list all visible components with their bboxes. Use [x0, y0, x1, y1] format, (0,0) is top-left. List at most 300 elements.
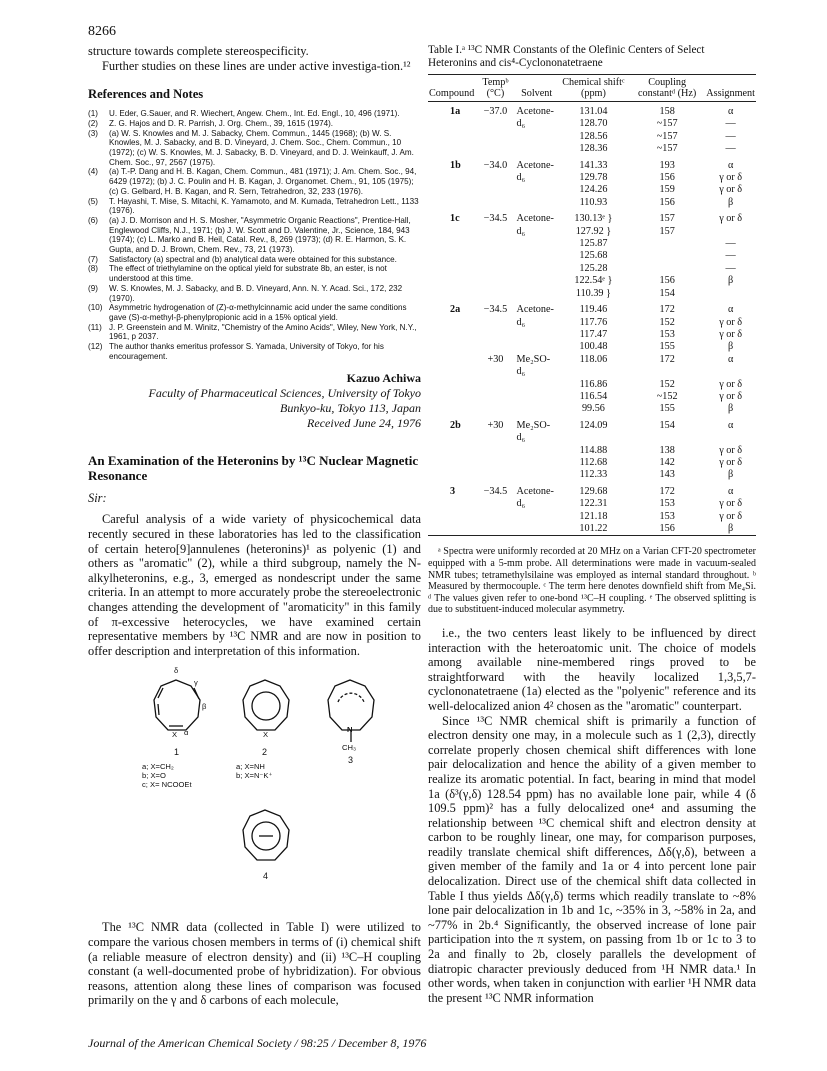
solvent-cell: [516, 275, 558, 287]
shift-cell: 112.33: [579, 469, 608, 481]
table-row: [428, 209, 756, 225]
col-shift: Chemical shiftᶜ (ppm): [558, 75, 629, 102]
reference-number: (5): [88, 196, 98, 206]
right-body-paragraph-2: Since ¹³C NMR chemical shift is primarily a function of electron density one may, in a molecule such as 1 (2,3), directly correlate properly chosen chemical shift differences with lone pair delocalization and hence the ability of a given member to realize its aromatic potential. In fact, bearing in mind that model 1a (δ³(γ,δ) 128.54 ppm) has no available lone pair, while 4 (δ 109.5 ppm)² has a fully delocalized one⁴ and assuming the relationship between ¹³C chemical shift and electron density at carbon to be roughly linear, one may, for comparison purposes, readily translate chemical shift differences, Δδ(γ,δ), between a given member of the family and 1a or 4 into percent lone pair delocalization. Direct use of the chemical shift data collected in Table I thus yields Δδ(γ,δ) terms which readily translate to ~8% lone pair delocalization in 1b and 1c, ~35% in 3, ~58% in 2a, and ~77% in 2b.⁴ Significantly, the observed increase of lone pair participation into the π system, on passing from 1b or 1c to 3 to 2a and finally to 2b, closely parallels the development of diatropic character previously deduced from ¹H NMR data.¹ In other words, when taken in conjunction with earlier ¹H NMR data the present ¹³C NMR information: [428, 713, 756, 1005]
shift-cell: 128.56: [579, 130, 608, 142]
intro-paragraph-1: structure towards complete stereospecificity.: [88, 44, 309, 58]
table-row: [428, 457, 756, 469]
shift-cell: 110.93: [579, 196, 608, 208]
assignment-cell: β: [728, 341, 734, 353]
shift-cell: 129.68: [579, 485, 608, 497]
structure-3-number: 3: [348, 755, 354, 766]
temp-cell: [475, 275, 515, 287]
structure-1-variant-b: b; X=O: [142, 771, 166, 781]
body-paragraph-1: Careful analysis of a wide variety of physicochemical data recently secured in these laboratories has led to the classification of certain hetero[9]annulenes (heteronins)¹ as polyenic (1) and others as "aromatic" (2), while a third subgroup, namely the N-alkylheteronins, e.g., 3, emerged as nondescript under the same criteria. In an attempt to more accurately probe the stereoelectronic changes attending the development of "aromaticity" in this family of π-excessive heterocycles, we have examined certain representative members by ¹³C NMR and are now in position to offer description and interpretation of this information.: [88, 512, 422, 658]
assignment-cell: γ or δ: [719, 378, 743, 390]
solvent-cell: d₆: [516, 498, 526, 510]
solvent-cell: [516, 403, 558, 415]
temp-cell: [475, 250, 515, 262]
coupling-cell: ~152: [656, 390, 678, 402]
alpha-label: α: [184, 728, 189, 738]
reference-text: W. S. Knowles, M. J. Sabacky, and B. D. Vineyard, Ann. N. Y. Acad. Sci., 172, 232 (1970).: [109, 283, 403, 303]
references-heading: References and Notes: [88, 87, 204, 102]
chemical-structures-figure: [88, 662, 421, 914]
compound-cell: 2a: [450, 304, 461, 316]
assignment-cell: β: [728, 196, 734, 208]
assignment-cell: γ or δ: [719, 456, 743, 468]
coupling-cell: ~157: [656, 130, 678, 142]
structure-2-variant-b: b; X=N⁻K⁺: [236, 771, 273, 781]
shift-cell: 125.68: [579, 250, 608, 262]
compound-cell: [428, 523, 475, 536]
compound-cell: [428, 263, 475, 275]
assignment-cell: β: [728, 523, 734, 534]
table-row: [428, 102, 756, 119]
table-row: [428, 184, 756, 196]
shift-cell: 124.26: [579, 184, 608, 196]
solvent-cell: d₆: [516, 225, 526, 237]
solvent-cell: d₆: [516, 118, 526, 130]
compound-cell: [428, 354, 475, 379]
structure-1-ring: [154, 680, 200, 730]
shift-cell: 99.56: [581, 403, 605, 415]
reference-number: (12): [88, 342, 103, 352]
solvent-cell: [516, 469, 558, 481]
shift-cell: 101.22: [579, 523, 608, 534]
reference-item: [88, 284, 421, 303]
compound-cell: [428, 403, 475, 415]
solvent-cell: [516, 341, 558, 353]
table-row: [428, 172, 756, 184]
solvent-cell: d₆: [516, 172, 526, 184]
coupling-cell: [629, 263, 705, 275]
reference-item: [88, 167, 421, 196]
compound-cell: [428, 469, 475, 481]
structures-svg: [88, 662, 421, 914]
table-row: [428, 197, 756, 209]
shift-cell: 122.54ᵉ }: [574, 275, 613, 287]
compound-cell: [428, 131, 475, 143]
table-row: [428, 416, 756, 445]
beta-label: β: [202, 702, 207, 712]
compound-cell: [428, 288, 475, 300]
shift-cell: 127.92 }: [575, 225, 612, 237]
table-row: [428, 263, 756, 275]
reference-text: (a) W. S. Knowles and M. J. Sabacky, Chem. Commun., 1445 (1968); (b) W. S. Knowles, M. J. Sabacky, and B. D. Vineyard, J. Chem. Soc., Chem. Commun., 10 (1972); (c) W. S. Knowles, M. J. Sabacky, B. D. Vineyard, and D. J. Weinkauff, J. Am. Chem. Soc., 97, 2567 (1975).: [109, 128, 414, 167]
temp-cell: −34.5: [483, 213, 508, 225]
temp-cell: −34.5: [483, 304, 508, 316]
table-row: [428, 317, 756, 329]
assignment-cell: α: [727, 485, 734, 497]
coupling-cell: 172: [659, 485, 675, 497]
compound-cell: [428, 197, 475, 209]
journal-footer: Journal of the American Chemical Society / 98:25 / December 8, 1976: [88, 1036, 427, 1050]
coupling-cell: 193: [659, 159, 675, 171]
solvent-cell: [516, 131, 558, 143]
solvent-cell: [516, 511, 558, 523]
compound-cell: [428, 498, 475, 510]
temp-cell: [475, 469, 515, 481]
col-assignment: Assignment: [705, 75, 756, 102]
coupling-cell: 152: [659, 316, 675, 328]
solvent-cell: Me₂SO-d₆: [516, 419, 551, 444]
reference-item: [88, 197, 421, 216]
solvent-cell: [516, 391, 558, 403]
compound-cell: [428, 118, 475, 130]
compound-cell: [428, 379, 475, 391]
reference-number: (1): [88, 109, 98, 119]
coupling-cell: 153: [659, 328, 675, 340]
intro-paragraph-2: Further studies on these lines are under active investiga-tion.¹²: [102, 58, 411, 73]
temp-cell: [475, 329, 515, 341]
table-footnote: ᵃ Spectra were uniformly recorded at 20 MHz on a Varian CFT-20 spectrometer equipped with a 5-mm probe. All determinations were made in vacuum-sealed NMR tubes; tetramethylsilaine was employed as internal standard throughout. ᵇ Measured by thermocouple. ᶜ The term here denotes downfield shift from Me₄Si. ᵈ The values given refer to one-bond ¹³C–H coupling. ᵉ The observed splitting is due to substituent-induced molecular asymmetry.: [428, 546, 756, 616]
solvent-cell: [516, 457, 558, 469]
temp-cell: +30: [487, 419, 504, 431]
reference-number: (4): [88, 167, 98, 177]
temp-cell: [475, 341, 515, 353]
author-name: Kazuo Achiwa: [346, 371, 421, 386]
shift-cell: 121.18: [579, 510, 608, 522]
col-coupling: Coupling constantᵈ (Hz): [629, 75, 705, 102]
assignment-cell: —: [725, 250, 736, 262]
coupling-cell: 172: [659, 353, 675, 365]
assignment-cell: α: [727, 353, 734, 365]
assignment-cell: α: [727, 419, 734, 431]
assignment-cell: —: [725, 238, 736, 250]
coupling-cell: 156: [659, 275, 675, 287]
col-solvent: Solvent: [516, 75, 558, 102]
solvent-cell: [516, 263, 558, 275]
compound-cell: [428, 172, 475, 184]
reference-number: (10): [88, 303, 103, 313]
table-row: [428, 498, 756, 510]
reference-number: (11): [88, 322, 102, 332]
temp-cell: [475, 511, 515, 523]
shift-cell: 124.09: [579, 419, 608, 431]
reference-item: [88, 303, 421, 322]
reference-number: (8): [88, 264, 98, 274]
page-number: 8266: [88, 24, 116, 39]
reference-text: (a) T.-P. Dang and H. B. Kagan, Chem. Commun., 481 (1971); J. Am. Chem. Soc., 94, 6429 (1972); (b) J. C. Poulin and H. B. Kagan, J. Organomet. Chem., 91, 105 (1975); (c) G. Gelbard, H. B. Kagan, and R. Sern, Tetrahedron, 32, 233 (1976).: [109, 167, 417, 196]
references-list: [88, 109, 421, 361]
shift-cell: 100.48: [579, 341, 608, 353]
solvent-cell: Acetone-: [516, 304, 554, 316]
temp-cell: [475, 184, 515, 196]
coupling-cell: 143: [659, 469, 675, 481]
reference-number: (7): [88, 254, 98, 264]
reference-number: (3): [88, 128, 98, 138]
assignment-cell: γ or δ: [719, 172, 743, 184]
compound-cell: [428, 143, 475, 155]
structure-1-variant-c: c; X= NCOOEt: [142, 780, 192, 790]
solvent-cell: Acetone-: [516, 485, 554, 497]
structure-2-ring: [243, 680, 289, 730]
table-row: [428, 156, 756, 172]
temp-cell: [475, 172, 515, 184]
compound-cell: [428, 238, 475, 250]
reference-text: U. Eder, G.Sauer, and R. Wiechert, Angew. Chem., Int. Ed. Engl., 10, 496 (1971).: [109, 109, 400, 119]
temp-cell: [475, 288, 515, 300]
coupling-cell: 138: [659, 444, 675, 456]
temp-cell: [475, 445, 515, 457]
shift-cell: 117.47: [579, 328, 608, 340]
temp-cell: −34.5: [483, 485, 508, 497]
reference-number: (9): [88, 283, 98, 293]
reference-text: (a) J. D. Morrison and H. S. Mosher, "Asymmetric Organic Reactions", Prentice-Hall, Englewood Cliffs, N.J., 1971; (b) J. W. Scott and D. Valentine, Jr., Science, 184, 943 (1974); (c) L. Marko and B. Heil, Catal. Rev., 8, 269 (1973); (d) R. E. Harmon, S. K. Gupta, and D. J. Brown, Chem. Rev., 73, 21 (1973).: [109, 215, 411, 255]
temp-cell: −37.0: [483, 106, 508, 117]
solvent-cell: [516, 329, 558, 341]
temp-cell: +30: [487, 353, 504, 365]
table-row: [428, 523, 756, 536]
shift-cell: 116.54: [579, 390, 608, 402]
coupling-cell: ~157: [656, 118, 678, 130]
temp-cell: [475, 317, 515, 329]
coupling-cell: 157: [659, 225, 675, 237]
shift-cell: 119.46: [579, 304, 608, 316]
compound-cell: [428, 445, 475, 457]
coupling-cell: 156: [659, 523, 675, 534]
shift-cell: 125.87: [579, 238, 608, 250]
assignment-cell: —: [725, 130, 736, 142]
assignment-cell: β: [728, 469, 734, 481]
temp-cell: [475, 523, 515, 536]
reference-item: [88, 129, 421, 168]
reference-text: Satisfactory (a) spectral and (b) analytical data were obtained for this substance.: [109, 254, 397, 264]
compound-cell: [428, 391, 475, 403]
table-row: [428, 226, 756, 238]
shift-cell: 130.13ᵉ }: [574, 213, 613, 225]
assignment-cell: γ or δ: [719, 498, 743, 510]
temp-cell: [475, 403, 515, 415]
assignment-cell: —: [725, 143, 736, 155]
shift-cell: 141.33: [579, 159, 608, 171]
assignment-cell: γ or δ: [719, 328, 743, 340]
assignment-cell: γ or δ: [719, 510, 743, 522]
affiliation-line-2: Bunkyo-ku, Tokyo 113, Japan: [280, 401, 421, 416]
assignment-cell: β: [728, 403, 734, 415]
coupling-cell: [629, 250, 705, 262]
compound-cell: [428, 226, 475, 238]
temp-cell: [475, 498, 515, 510]
reference-text: Z. G. Hajos and D. R. Parrish, J. Org. Chem., 39, 1615 (1974).: [109, 118, 334, 128]
temp-cell: [475, 143, 515, 155]
table-row: [428, 391, 756, 403]
solvent-cell: Acetone-: [516, 159, 554, 171]
table-row: [428, 131, 756, 143]
solvent-cell: Acetone-: [516, 106, 554, 117]
received-date: Received June 24, 1976: [307, 416, 421, 431]
reference-item: [88, 216, 421, 255]
solvent-cell: d₆: [516, 316, 526, 328]
compound-cell: 2b: [450, 419, 461, 431]
assignment-cell: α: [727, 159, 734, 171]
table-row: [428, 288, 756, 300]
structure-2-variant-a: a; X=NH: [236, 762, 265, 772]
solvent-cell: [516, 250, 558, 262]
compound-cell: [428, 250, 475, 262]
article-title: An Examination of the Heteronins by ¹³C Nuclear Magnetic Resonance: [88, 453, 419, 484]
coupling-cell: 153: [659, 498, 675, 510]
coupling-cell: 155: [659, 403, 675, 415]
body-paragraph-2: The ¹³C NMR data (collected in Table I) were utilized to compare the various chosen members in terms of (i) chemical shift (a reliable measure of electron density) and (ii) ¹³C–H coupling constant (a well-documented probe of hybridization). For obvious reasons, attention along these lines of comparison was focused primarily on the γ and δ carbons of each molecule,: [88, 920, 421, 1008]
assignment-cell: [705, 288, 756, 300]
shift-cell: 112.68: [579, 456, 608, 468]
solvent-cell: [516, 379, 558, 391]
assignment-cell: β: [728, 275, 734, 287]
temp-cell: [475, 226, 515, 238]
coupling-cell: 153: [659, 510, 675, 522]
signature-block: [88, 371, 421, 431]
right-column: [428, 44, 756, 1005]
coupling-cell: 142: [659, 456, 675, 468]
assignment-cell: γ or δ: [719, 213, 743, 225]
structure-1-variant-a: a; X=CH₂: [142, 762, 174, 772]
assignment-cell: —: [725, 262, 736, 274]
coupling-cell: [629, 238, 705, 250]
compound-cell: [428, 341, 475, 353]
reference-text: The effect of triethylamine on the optical yield for substrate 8b, an ester, is not understood at this time.: [109, 264, 387, 284]
reference-text: T. Hayashi, T. Mise, S. Mitachi, K. Yamamoto, and M. Kumada, Tetrahedron Lett., 1133 (1976).: [109, 196, 419, 216]
shift-cell: 122.31: [579, 498, 608, 510]
shift-cell: 110.39 }: [575, 287, 611, 299]
coupling-cell: 172: [659, 304, 675, 316]
solvent-cell: [516, 288, 558, 300]
coupling-cell: 159: [659, 184, 675, 196]
table-row: [428, 341, 756, 353]
shift-cell: 116.86: [579, 378, 608, 390]
affiliation-line-1: Faculty of Pharmaceutical Sciences, University of Tokyo: [148, 386, 421, 401]
x-label-1: X: [172, 730, 178, 740]
table-row: [428, 354, 756, 379]
solvent-cell: [516, 184, 558, 196]
table-row: [428, 329, 756, 341]
table-row: [428, 238, 756, 250]
left-column: [88, 44, 421, 1008]
delta-label: δ: [174, 666, 179, 676]
shift-cell: 117.76: [579, 316, 608, 328]
solvent-cell: [516, 143, 558, 155]
table-row: [428, 118, 756, 130]
compound-cell: 3: [450, 485, 456, 497]
coupling-cell: 152: [659, 378, 675, 390]
temp-cell: [475, 263, 515, 275]
shift-cell: 118.06: [579, 353, 608, 365]
reference-item: [88, 264, 421, 283]
temp-cell: [475, 131, 515, 143]
temp-cell: [475, 197, 515, 209]
structure-4-number: 4: [263, 871, 269, 882]
reference-number: (6): [88, 215, 98, 225]
table-row: [428, 379, 756, 391]
table-row: [428, 143, 756, 155]
compound-cell: [428, 275, 475, 287]
reference-item: [88, 342, 421, 361]
reference-item: [88, 323, 421, 342]
reference-text: Asymmetric hydrogenation of (Z)-α-methylcinnamic acid under the same conditions gave (S)-α-methyl-β-phenylpropionic acid in a 15% optical yield.: [109, 303, 407, 322]
compound-cell: [428, 329, 475, 341]
compound-cell: 1a: [450, 106, 461, 117]
coupling-cell: 158: [659, 106, 675, 117]
table-row: [428, 300, 756, 316]
temp-cell: −34.0: [483, 159, 508, 171]
reference-item: [88, 119, 421, 129]
coupling-cell: 156: [659, 196, 675, 208]
table-row: [428, 275, 756, 287]
coupling-cell: 156: [659, 172, 675, 184]
temp-cell: [475, 118, 515, 130]
reference-text: J. P. Greenstein and M. Winitz, "Chemistry of the Amino Acids", Wiley, New York, N.Y., 1961, p 2037.: [109, 322, 417, 342]
table-caption: Table I.ᵃ ¹³C NMR Constants of the Olefinic Centers of Select Heteronins and cis⁴-Cyclononatetraene: [428, 44, 705, 69]
structure-4-ring: [243, 810, 289, 860]
reference-text: The author thanks emeritus professor S. Yamada, University of Tokyo, for his encouragement.: [109, 342, 384, 361]
temp-cell: [475, 457, 515, 469]
assignment-cell: α: [727, 106, 734, 117]
x-label-2: X: [263, 730, 269, 740]
solvent-cell: Acetone-: [516, 213, 554, 225]
solvent-cell: [516, 445, 558, 457]
reference-item: [88, 109, 421, 119]
table-row: [428, 445, 756, 457]
assignment-cell: —: [725, 118, 736, 130]
gamma-label: γ: [194, 678, 198, 688]
shift-cell: 128.70: [579, 118, 608, 130]
assignment-cell: α: [727, 304, 734, 316]
nmr-table: [428, 74, 756, 536]
col-compound: Compound: [428, 75, 475, 102]
assignment-cell: [705, 226, 756, 238]
reference-item: [88, 255, 421, 265]
reference-number: (2): [88, 118, 98, 128]
shift-cell: 114.88: [579, 444, 608, 456]
right-body-paragraph-1: i.e., the two centers least likely to be influenced by direct interaction with the heteroatomic unit. The choice of models among available nine-membered rings proved to be straightforward with the heavily localized 1,3,5,7-cyclononatetraene (1a) elected as the "polyenic" reference and its well-delocalized anion 4² chosen as the "aromatic" counterpart.: [428, 625, 756, 713]
solvent-cell: Me₂SO-d₆: [516, 353, 551, 378]
table-row: [428, 403, 756, 415]
assignment-cell: γ or δ: [719, 390, 743, 402]
compound-cell: 1b: [450, 159, 461, 171]
col-temp: Tempᵇ (°C): [475, 75, 515, 102]
temp-cell: [475, 238, 515, 250]
assignment-cell: γ or δ: [719, 316, 743, 328]
structure-1-number: 1: [174, 747, 180, 758]
coupling-cell: 155: [659, 341, 675, 353]
table-row: [428, 250, 756, 262]
assignment-cell: γ or δ: [719, 184, 743, 196]
table-row: [428, 511, 756, 523]
shift-cell: 129.78: [579, 172, 608, 184]
shift-cell: 131.04: [579, 106, 608, 117]
shift-cell: 125.28: [579, 262, 608, 274]
temp-cell: [475, 391, 515, 403]
table-row: [428, 469, 756, 481]
temp-cell: [475, 379, 515, 391]
compound-cell: 1c: [450, 213, 460, 225]
coupling-cell: 154: [659, 287, 675, 299]
solvent-cell: [516, 238, 558, 250]
compound-cell: [428, 457, 475, 469]
methyl-label: CH₃: [342, 743, 357, 753]
coupling-cell: ~157: [656, 143, 678, 155]
salutation: Sir:: [88, 491, 107, 506]
coupling-cell: 157: [659, 213, 675, 225]
compound-cell: [428, 511, 475, 523]
assignment-cell: γ or δ: [719, 444, 743, 456]
structure-2-number: 2: [262, 747, 268, 758]
solvent-cell: [516, 197, 558, 209]
table-row: [428, 482, 756, 498]
n-label: N: [347, 725, 353, 735]
coupling-cell: 154: [659, 419, 675, 431]
compound-cell: [428, 184, 475, 196]
